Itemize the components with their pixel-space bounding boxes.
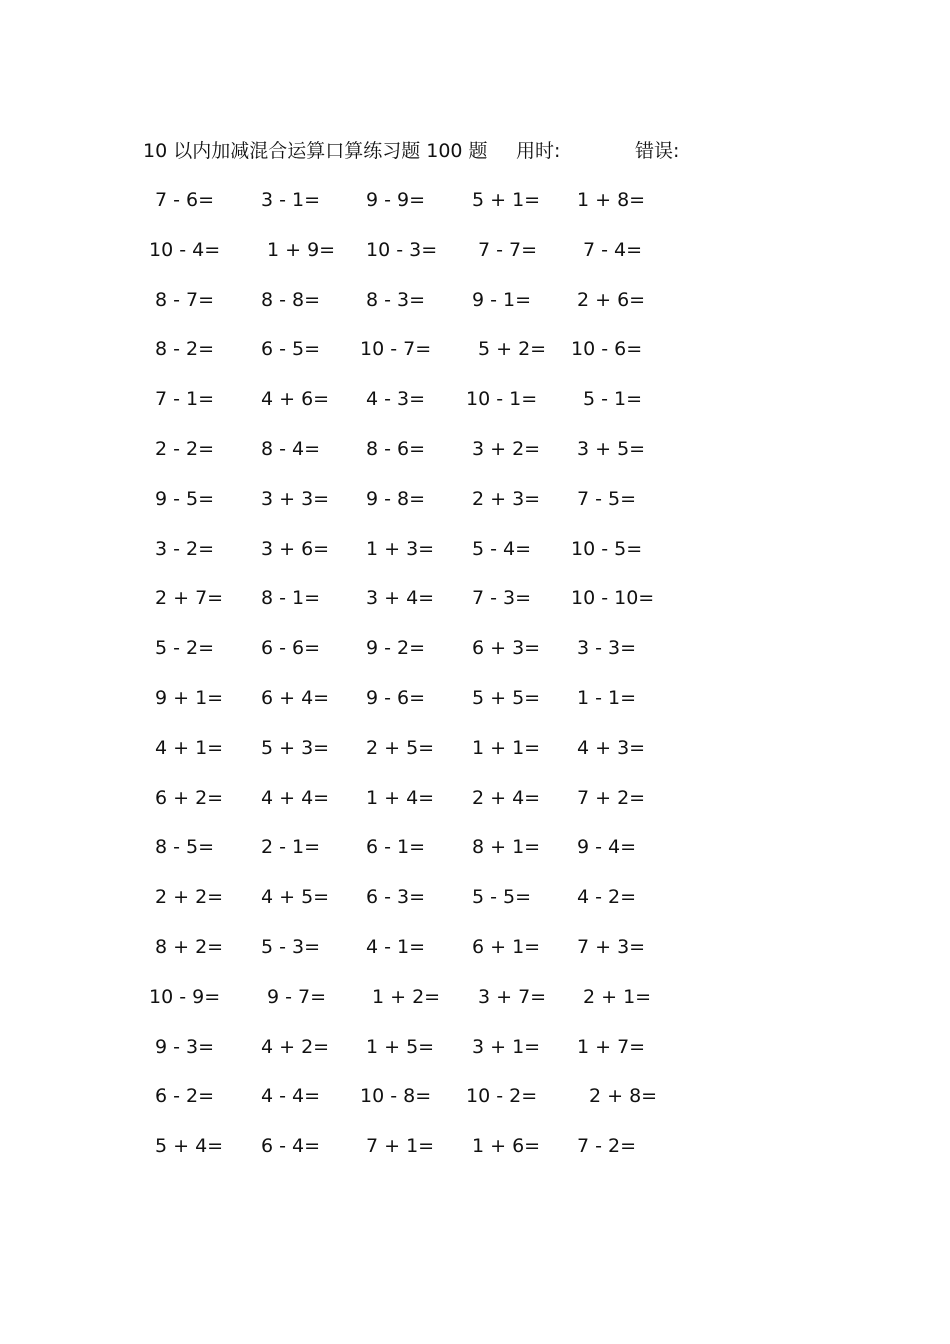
problem-item: 10 - 10= (571, 587, 655, 610)
problem-item: 1 + 2= (372, 985, 441, 1008)
time-label: 用时: (516, 140, 561, 162)
problem-item: 2 - 1= (261, 836, 321, 859)
problem-item: 5 + 2= (478, 338, 547, 361)
problem-item: 6 - 4= (261, 1135, 321, 1158)
problem-item: 8 - 8= (261, 288, 321, 311)
problem-item: 8 - 6= (366, 437, 426, 460)
problem-item: 10 - 2= (466, 1085, 538, 1108)
problem-item: 6 + 2= (155, 786, 224, 809)
problem-item: 4 + 4= (261, 786, 330, 809)
problem-item: 3 - 3= (577, 637, 637, 660)
problem-item: 1 + 8= (577, 189, 646, 211)
problem-item: 7 + 2= (577, 786, 646, 809)
problem-item: 5 - 5= (472, 886, 532, 909)
problem-item: 3 + 1= (472, 1035, 541, 1058)
problem-item: 5 + 3= (261, 736, 330, 759)
page-title: 10 以内加减混合运算口算练习题 100 题 (143, 140, 488, 162)
problem-item: 1 + 1= (472, 736, 541, 759)
problem-item: 7 + 1= (366, 1135, 435, 1158)
problem-item: 8 - 4= (261, 437, 321, 460)
problem-item: 8 - 5= (155, 836, 215, 859)
problem-item: 6 - 3= (366, 886, 426, 909)
problem-item: 1 + 5= (366, 1035, 435, 1058)
problem-item: 4 - 2= (577, 886, 637, 909)
problem-item: 7 - 7= (478, 238, 538, 261)
problem-item: 5 - 3= (261, 935, 321, 958)
problem-item: 8 - 1= (261, 587, 321, 610)
problem-item: 7 - 4= (583, 238, 643, 261)
problem-item: 8 + 1= (472, 836, 541, 859)
problem-item: 4 - 4= (261, 1085, 321, 1108)
problem-item: 9 - 7= (267, 985, 327, 1008)
problem-item: 2 + 6= (577, 288, 646, 311)
problem-item: 2 + 2= (155, 886, 224, 909)
problem-item: 6 + 4= (261, 686, 330, 709)
problem-item: 2 + 7= (155, 587, 224, 610)
problem-item: 10 - 5= (571, 537, 643, 560)
problem-item: 6 + 1= (472, 935, 541, 958)
problem-item: 10 - 6= (571, 338, 643, 361)
problem-item: 10 - 7= (360, 338, 432, 361)
problem-item: 2 + 1= (583, 985, 652, 1008)
problem-item: 5 + 4= (155, 1135, 224, 1158)
problem-item: 7 - 3= (472, 587, 532, 610)
problem-item: 4 + 2= (261, 1035, 330, 1058)
problem-item: 9 - 5= (155, 487, 215, 510)
problem-item: 6 - 6= (261, 637, 321, 660)
problem-item: 3 + 6= (261, 537, 330, 560)
problem-item: 7 - 6= (155, 189, 215, 211)
problem-item: 4 + 1= (155, 736, 224, 759)
problem-item: 8 + 2= (155, 935, 224, 958)
errors-label: 错误: (635, 140, 680, 162)
problem-item: 3 - 1= (261, 189, 321, 211)
problem-item: 6 - 5= (261, 338, 321, 361)
problem-item: 4 - 1= (366, 935, 426, 958)
problem-item: 2 + 4= (472, 786, 541, 809)
problem-item: 9 - 3= (155, 1035, 215, 1058)
problem-item: 1 - 1= (577, 686, 637, 709)
problem-item: 3 + 5= (577, 437, 646, 460)
problem-item: 10 - 9= (149, 985, 221, 1008)
problem-item: 2 + 8= (589, 1085, 658, 1108)
problem-item: 3 - 2= (155, 537, 215, 560)
problem-item: 7 - 1= (155, 388, 215, 411)
problem-item: 1 + 7= (577, 1035, 646, 1058)
problem-item: 6 - 1= (366, 836, 426, 859)
problem-item: 4 - 3= (366, 388, 426, 411)
problem-item: 4 + 5= (261, 886, 330, 909)
problem-item: 9 - 1= (472, 288, 532, 311)
problem-item: 5 - 1= (583, 388, 643, 411)
problem-item: 5 - 4= (472, 537, 532, 560)
problem-item: 2 + 3= (472, 487, 541, 510)
problem-item: 10 - 3= (366, 238, 438, 261)
problem-item: 9 - 4= (577, 836, 637, 859)
problem-item: 10 - 1= (466, 388, 538, 411)
problem-item: 3 + 3= (261, 487, 330, 510)
problem-item: 8 - 7= (155, 288, 215, 311)
problem-item: 1 + 6= (472, 1135, 541, 1158)
problem-item: 10 - 8= (360, 1085, 432, 1108)
problem-item: 6 + 3= (472, 637, 541, 660)
problem-item: 9 + 1= (155, 686, 224, 709)
problem-item: 1 + 9= (267, 238, 336, 261)
problem-item: 6 - 2= (155, 1085, 215, 1108)
problem-item: 9 - 2= (366, 637, 426, 660)
problem-item: 9 - 6= (366, 686, 426, 709)
problem-item: 1 + 3= (366, 537, 435, 560)
problem-item: 4 + 3= (577, 736, 646, 759)
problem-item: 3 + 7= (478, 985, 547, 1008)
problem-item: 1 + 4= (366, 786, 435, 809)
problem-item: 5 - 2= (155, 637, 215, 660)
problem-item: 2 - 2= (155, 437, 215, 460)
problem-item: 7 + 3= (577, 935, 646, 958)
problem-item: 4 + 6= (261, 388, 330, 411)
problem-item: 8 - 3= (366, 288, 426, 311)
problem-item: 5 + 5= (472, 686, 541, 709)
problem-item: 3 + 4= (366, 587, 435, 610)
problem-item: 8 - 2= (155, 338, 215, 361)
problem-item: 10 - 4= (149, 238, 221, 261)
problem-item: 5 + 1= (472, 189, 541, 211)
problem-item: 7 - 2= (577, 1135, 637, 1158)
problem-item: 2 + 5= (366, 736, 435, 759)
problem-item: 9 - 8= (366, 487, 426, 510)
problem-item: 3 + 2= (472, 437, 541, 460)
problem-item: 9 - 9= (366, 189, 426, 211)
problem-item: 7 - 5= (577, 487, 637, 510)
